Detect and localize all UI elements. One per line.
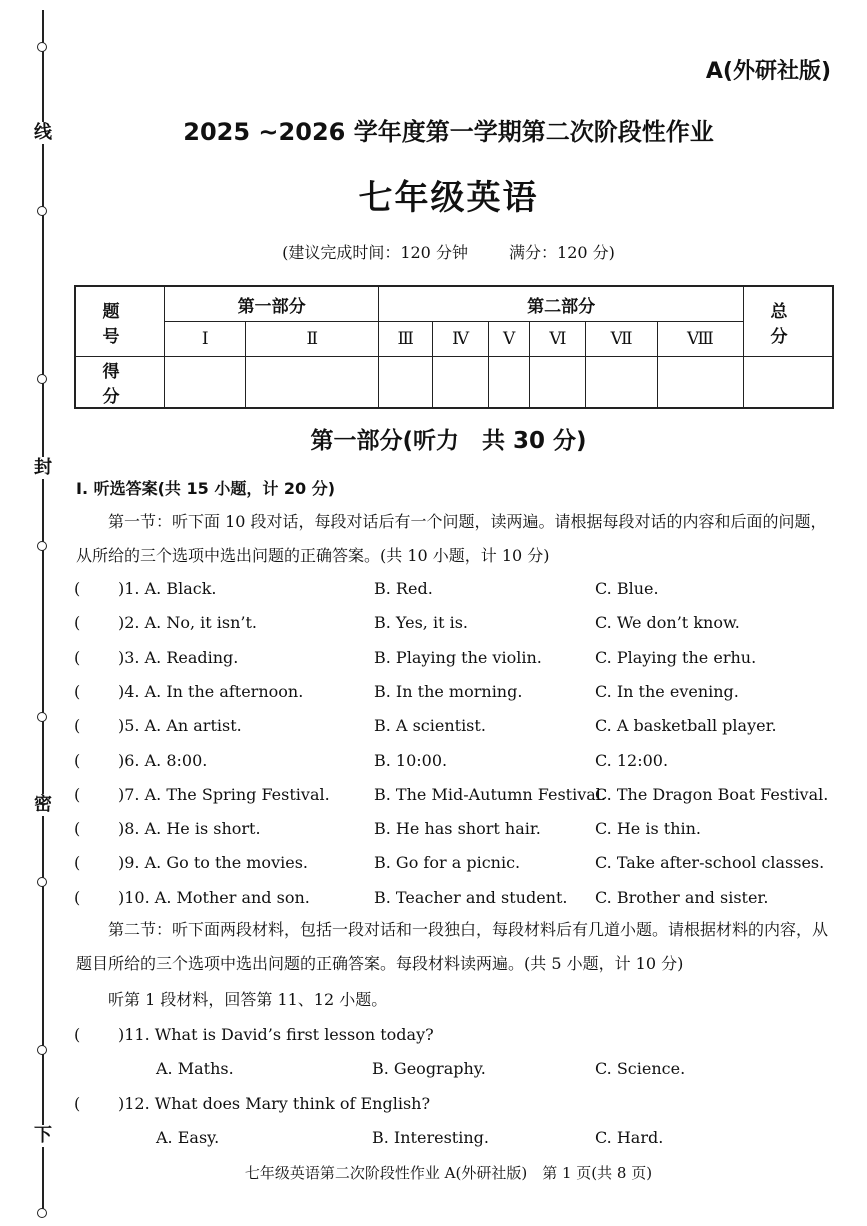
answer-paren[interactable]: ( <box>74 888 81 907</box>
time-info: (建议完成时间：120 分钟 <box>282 243 468 262</box>
page-footer: 七年级英语第二次阶段性作业 A(外研社版) 第 1 页(共 8 页) <box>244 1164 653 1182</box>
option-c: C. He is thin. <box>595 819 702 838</box>
question-option-a: )2. A. No, it isn’t. <box>118 613 257 632</box>
roman-3: Ⅲ <box>379 322 433 357</box>
answer-paren[interactable]: ( <box>74 579 81 598</box>
score-cell[interactable] <box>165 357 246 409</box>
section1-title: Ⅰ. 听选答案(共 15 小题，计 20 分) <box>76 479 336 498</box>
option-b: B. Go for a picnic. <box>374 853 521 872</box>
binding-char-seal: 封 <box>34 457 52 478</box>
roman-1: Ⅰ <box>165 322 246 357</box>
option-b: B. A scientist. <box>374 716 486 735</box>
question-3 <box>74 648 854 678</box>
question-8 <box>74 819 854 849</box>
option-b: B. The Mid-Autumn Festival. <box>374 785 606 804</box>
answer-paren[interactable]: ( <box>74 682 81 701</box>
question-option-a: )9. A. Go to the movies. <box>118 853 308 872</box>
option-c: C. 12:00. <box>595 751 669 770</box>
score-cell[interactable] <box>530 357 586 409</box>
option-b: B. Red. <box>374 579 433 598</box>
option-b: B. Interesting. <box>372 1128 489 1147</box>
roman-4: Ⅳ <box>433 322 489 357</box>
roman-7: Ⅶ <box>586 322 657 357</box>
option-a: A. Easy. <box>156 1128 220 1147</box>
answer-paren[interactable]: ( <box>74 819 81 838</box>
option-b: B. 10:00. <box>374 751 448 770</box>
answer-paren[interactable]: ( <box>74 1025 81 1044</box>
question-stem: )11. What is David’s first lesson today? <box>118 1025 434 1044</box>
total-score-cell[interactable] <box>744 357 834 409</box>
option-b: B. Teacher and student. <box>374 888 568 907</box>
exam-info <box>0 240 867 263</box>
instruction-section2: 第二节：听下面两段材料，包括一段对话和一段独白，每段材料后有几道小题。请根据材料的内容，从题目所给的三个选项中选出问题的正确答案。每段材料读两遍。(共 5 小题，计 10 分) <box>76 920 829 973</box>
roman-8: Ⅷ <box>657 322 743 357</box>
question-option-a: )4. A. In the afternoon. <box>118 682 304 701</box>
row-label-score: 得 分 <box>75 357 165 409</box>
part1-header: 第一部分 <box>165 286 379 322</box>
option-c: C. Science. <box>595 1059 686 1078</box>
score-cell[interactable] <box>657 357 743 409</box>
option-c: C. Playing the erhu. <box>595 648 757 667</box>
answer-paren[interactable]: ( <box>74 613 81 632</box>
roman-2: Ⅱ <box>246 322 379 357</box>
question-option-a: )10. A. Mother and son. <box>118 888 310 907</box>
score-cell[interactable] <box>489 357 530 409</box>
roman-5: Ⅴ <box>489 322 530 357</box>
question-option-a: )7. A. The Spring Festival. <box>118 785 330 804</box>
question-1 <box>74 579 854 609</box>
answer-paren[interactable]: ( <box>74 853 81 872</box>
instruction-section1: 第一节：听下面 10 段对话，每段对话后有一个问题，读两遍。请根据每段对话的内容和后面的问题，从所给的三个选项中选出问题的正确答案。(共 10 小题，计 10 分) <box>76 512 827 565</box>
question-4 <box>74 682 854 712</box>
option-b: B. Yes, it is. <box>374 613 468 632</box>
material-1-note: 听第 1 段材料，回答第 11、12 小题。 <box>108 990 388 1009</box>
binding-char-down: 下 <box>34 1125 52 1146</box>
score-table <box>74 285 834 409</box>
option-b: B. He has short hair. <box>374 819 541 838</box>
full-score-info: 满分：120 分) <box>509 243 615 262</box>
option-a: A. Maths. <box>156 1059 234 1078</box>
score-cell[interactable] <box>379 357 433 409</box>
option-b: B. Geography. <box>372 1059 486 1078</box>
roman-6: Ⅵ <box>530 322 586 357</box>
question-9 <box>74 853 854 883</box>
question-option-a: )1. A. Black. <box>118 579 217 598</box>
score-cell[interactable] <box>586 357 657 409</box>
answer-paren[interactable]: ( <box>74 716 81 735</box>
binding-char-secret: 密 <box>34 794 52 815</box>
question-option-a: )8. A. He is short. <box>118 819 261 838</box>
question-option-a: )6. A. 8:00. <box>118 751 208 770</box>
question-5 <box>74 716 854 746</box>
question-option-a: )3. A. Reading. <box>118 648 239 667</box>
answer-paren[interactable]: ( <box>74 648 81 667</box>
option-c: C. Hard. <box>595 1128 664 1147</box>
option-c: C. The Dragon Boat Festival. <box>595 785 829 804</box>
option-b: B. Playing the violin. <box>374 648 542 667</box>
answer-paren[interactable]: ( <box>74 1094 81 1113</box>
question-stem: )12. What does Mary think of English? <box>118 1094 431 1113</box>
score-cell[interactable] <box>433 357 489 409</box>
subject-title: 七年级英语 <box>358 178 539 218</box>
total-header: 总 分 <box>744 286 834 357</box>
option-b: B. In the morning. <box>374 682 523 701</box>
edition-label: A(外研社版) <box>705 59 831 84</box>
answer-paren[interactable]: ( <box>74 751 81 770</box>
option-c: C. We don’t know. <box>595 613 740 632</box>
binding-char-line: 线 <box>34 122 52 143</box>
question-2 <box>74 613 854 643</box>
question-option-a: )5. A. An artist. <box>118 716 242 735</box>
question-7 <box>74 785 854 815</box>
option-c: C. Take after-school classes. <box>595 853 825 872</box>
row-label-question-number: 题 号 <box>75 286 165 357</box>
part2-header: 第二部分 <box>379 286 744 322</box>
option-c: C. Brother and sister. <box>595 888 769 907</box>
exam-title: 2025 ~2026 学年度第一学期第二次阶段性作业 <box>183 118 714 146</box>
part1-title: 第一部分(听力 共 30 分) <box>310 428 587 454</box>
score-cell[interactable] <box>246 357 379 409</box>
answer-paren[interactable]: ( <box>74 785 81 804</box>
question-6 <box>74 751 854 781</box>
option-c: C. In the evening. <box>595 682 739 701</box>
option-c: C. Blue. <box>595 579 659 598</box>
option-c: C. A basketball player. <box>595 716 777 735</box>
